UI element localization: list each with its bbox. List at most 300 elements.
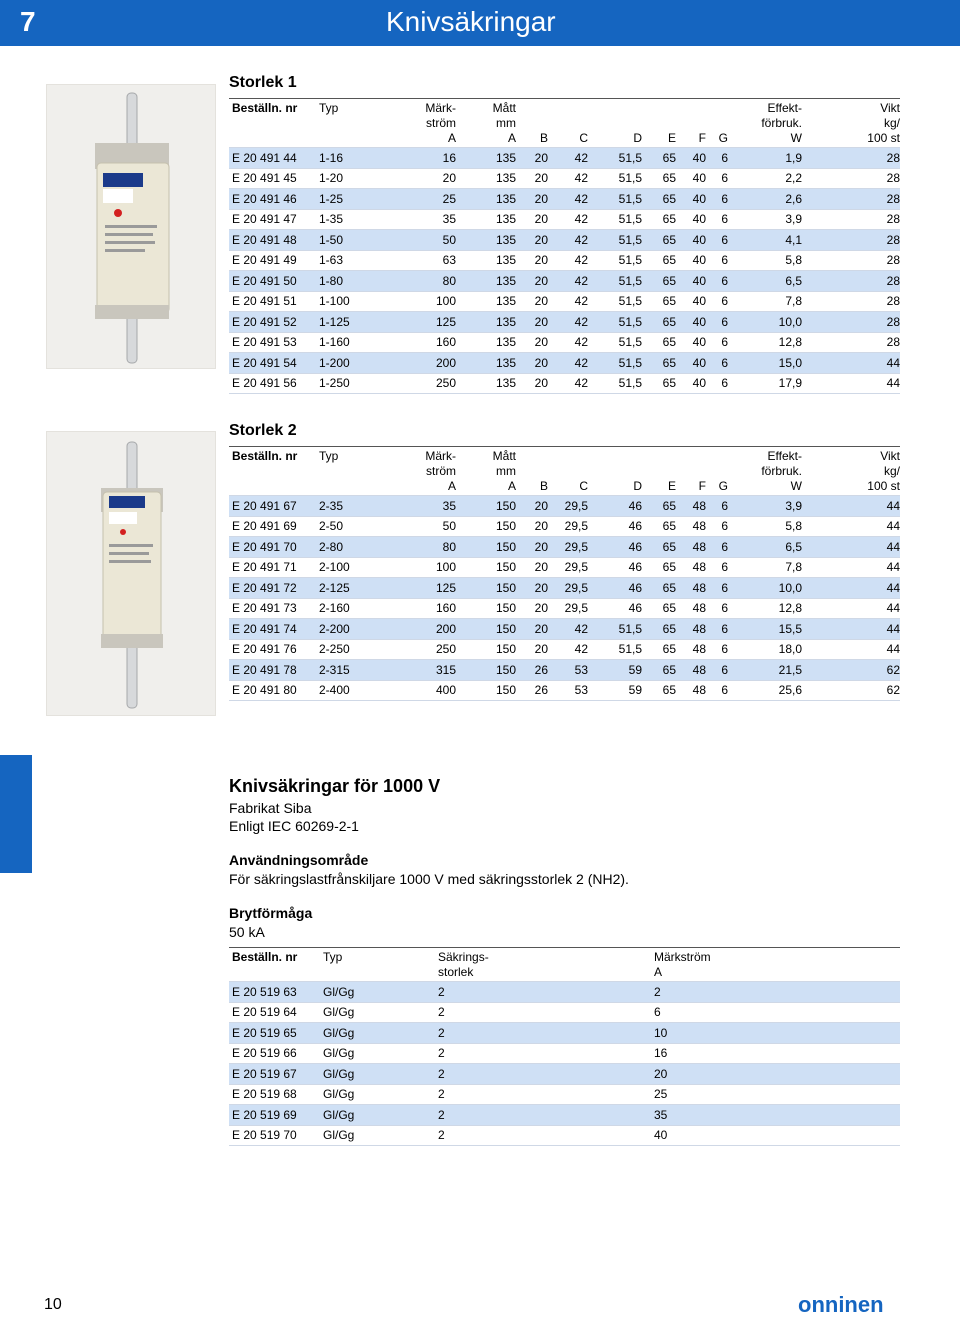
- table-row: [229, 148, 900, 169]
- table-cell: 51,5: [618, 212, 642, 227]
- section-title-1000v: Knivsäkringar för 1000 V: [229, 776, 441, 796]
- order-number-cell: E 20 491 74: [232, 621, 297, 636]
- table-cell: 29,5: [564, 560, 588, 575]
- table-cell: 6: [654, 1005, 661, 1020]
- table-cell: 65: [662, 335, 676, 350]
- table-cell: 6: [721, 376, 728, 391]
- table-cell: 80: [442, 539, 456, 554]
- table-cell: 51,5: [618, 191, 642, 206]
- table-cell: 35: [442, 498, 456, 513]
- table-cell: 135: [495, 253, 516, 268]
- table-cell: 65: [662, 498, 676, 513]
- kv1000-table: [229, 947, 900, 1146]
- table-cell: 65: [662, 376, 676, 391]
- table-cell: 65: [662, 662, 676, 677]
- col-header-B: B: [539, 131, 548, 145]
- table-row: [229, 1125, 900, 1146]
- table-cell: 42: [574, 376, 588, 391]
- order-number-cell: E 20 491 71: [232, 560, 297, 575]
- table-cell: 150: [495, 642, 516, 657]
- table-cell: Gl/Gg: [323, 1066, 355, 1081]
- table-cell: 6: [721, 621, 728, 636]
- table-row: [229, 189, 900, 210]
- fuse-size1-icon: [47, 85, 215, 368]
- col-header-D: D: [633, 131, 642, 145]
- table-cell: 20: [534, 191, 548, 206]
- table-cell: 20: [534, 642, 548, 657]
- table-cell: 28: [886, 191, 900, 206]
- table-cell: Gl/Gg: [323, 1046, 355, 1061]
- table-row: [229, 619, 900, 640]
- order-number-cell: E 20 519 68: [232, 1087, 297, 1102]
- table-cell: 6: [721, 314, 728, 329]
- order-number-cell: E 20 519 69: [232, 1107, 297, 1122]
- col-header-A: A: [507, 479, 516, 493]
- table-cell: 200: [435, 355, 456, 370]
- order-number-cell: E 20 491 73: [232, 601, 297, 616]
- table-cell: 42: [574, 335, 588, 350]
- table-cell: 3,9: [785, 212, 802, 227]
- table-cell: Gl/Gg: [323, 984, 355, 999]
- col-header-W: W: [790, 479, 802, 493]
- fuse-photo-size2: [46, 431, 216, 716]
- table-cell: 59: [628, 662, 642, 677]
- col-header-mark: Märk-: [394, 99, 456, 117]
- table-cell: 29,5: [564, 580, 588, 595]
- table-cell: 2,2: [785, 171, 802, 186]
- table-cell: 125: [435, 580, 456, 595]
- table-cell: 44: [886, 601, 900, 616]
- table-cell: 6: [721, 355, 728, 370]
- table-cell: 1-200: [319, 355, 350, 370]
- order-number-cell: E 20 491 47: [232, 212, 297, 227]
- table-cell: 42: [574, 621, 588, 636]
- table-cell: 29,5: [564, 498, 588, 513]
- table-row: [229, 537, 900, 558]
- table-row: [229, 271, 900, 292]
- table-cell: 65: [662, 683, 676, 698]
- table-cell: 40: [692, 294, 706, 309]
- table-cell: 46: [628, 519, 642, 534]
- col-header-vikt: Vikt: [802, 99, 900, 117]
- table-cell: 100: [435, 294, 456, 309]
- col-header-matt-2: mm: [496, 116, 516, 130]
- table-cell: 3,9: [785, 498, 802, 513]
- table-cell: 50: [442, 519, 456, 534]
- table-cell: 35: [654, 1107, 668, 1122]
- table-cell: 150: [495, 519, 516, 534]
- table-row: [229, 353, 900, 374]
- table-cell: 42: [574, 171, 588, 186]
- table-row: [229, 291, 900, 312]
- table-cell: Gl/Gg: [323, 1107, 355, 1122]
- table-cell: 1-20: [319, 171, 344, 186]
- table-cell: 150: [495, 580, 516, 595]
- table-cell: 42: [574, 253, 588, 268]
- table-cell: 46: [628, 560, 642, 575]
- table-cell: 6,5: [785, 539, 802, 554]
- table-cell: 20: [534, 519, 548, 534]
- order-number-cell: E 20 491 44: [232, 150, 297, 165]
- table-cell: Gl/Gg: [323, 1005, 355, 1020]
- table-cell: 6: [721, 150, 728, 165]
- table-cell: 20: [534, 621, 548, 636]
- table-row: [229, 578, 900, 599]
- table-cell: 48: [692, 519, 706, 534]
- table-cell: 2: [438, 1107, 445, 1122]
- table-row: [229, 557, 900, 578]
- table-cell: 6: [721, 662, 728, 677]
- breaking-capacity-heading: Brytförmåga: [229, 905, 313, 921]
- table-cell: 44: [886, 580, 900, 595]
- table-cell: 40: [692, 355, 706, 370]
- table-cell: 6: [721, 642, 728, 657]
- table-row: [229, 1084, 900, 1105]
- col-header-vikt-unit: 100 st: [867, 131, 900, 145]
- table-cell: 63: [442, 253, 456, 268]
- size2-table: [229, 446, 900, 701]
- table-cell: 51,5: [618, 355, 642, 370]
- onninen-logo: [798, 1294, 902, 1321]
- table-cell: 48: [692, 621, 706, 636]
- table-cell: 29,5: [564, 601, 588, 616]
- table-cell: 135: [495, 294, 516, 309]
- size1-table: [229, 98, 900, 394]
- table-row: [229, 1002, 900, 1023]
- table-cell: 1-160: [319, 335, 350, 350]
- col-header-nr: Beställn. nr: [229, 948, 323, 966]
- table-cell: 150: [495, 621, 516, 636]
- table-cell: 6: [721, 580, 728, 595]
- table-cell: 20: [534, 601, 548, 616]
- table-cell: 65: [662, 355, 676, 370]
- order-number-cell: E 20 491 53: [232, 335, 297, 350]
- table-cell: 40: [692, 376, 706, 391]
- table-cell: 65: [662, 519, 676, 534]
- order-number-cell: E 20 519 66: [232, 1046, 297, 1061]
- table-cell: 2: [438, 1066, 445, 1081]
- table-cell: 6: [721, 212, 728, 227]
- col-header-nr: Beställn. nr: [229, 99, 319, 117]
- table-cell: 65: [662, 560, 676, 575]
- table-cell: 7,8: [785, 560, 802, 575]
- table-cell: 6: [721, 335, 728, 350]
- standard-text: Enligt IEC 60269-2-1: [229, 818, 359, 834]
- table-cell: 28: [886, 335, 900, 350]
- table-cell: 42: [574, 642, 588, 657]
- table-cell: 65: [662, 212, 676, 227]
- table-cell: 65: [662, 273, 676, 288]
- table-cell: 48: [692, 539, 706, 554]
- col-header-effekt-2: förbruk.: [761, 464, 802, 478]
- table-cell: 7,8: [785, 294, 802, 309]
- col-header-storlek-2: storlek: [438, 965, 474, 979]
- col-header-mark-2: ström: [426, 116, 456, 130]
- table-cell: 28: [886, 294, 900, 309]
- table-cell: Gl/Gg: [323, 1087, 355, 1102]
- table-cell: 51,5: [618, 171, 642, 186]
- table-cell: 6: [721, 191, 728, 206]
- table-cell: 150: [495, 662, 516, 677]
- order-number-cell: E 20 491 69: [232, 519, 297, 534]
- table-cell: 40: [692, 191, 706, 206]
- col-header-vikt-2: kg/: [883, 464, 900, 478]
- col-header-A: A: [507, 131, 516, 145]
- table-cell: 40: [692, 314, 706, 329]
- table-cell: 2-100: [319, 560, 350, 575]
- table-cell: 51,5: [618, 294, 642, 309]
- table-cell: 65: [662, 601, 676, 616]
- table-row: [229, 230, 900, 251]
- table-cell: 1-80: [319, 273, 344, 288]
- table-cell: 46: [628, 539, 642, 554]
- table-cell: 29,5: [564, 519, 588, 534]
- table-cell: 20: [534, 355, 548, 370]
- col-header-vikt-unit: 100 st: [867, 479, 900, 493]
- order-number-cell: E 20 491 45: [232, 171, 297, 186]
- table-row: [229, 680, 900, 701]
- col-header-E: E: [667, 131, 676, 145]
- table-cell: 150: [495, 539, 516, 554]
- col-header-G: G: [718, 479, 728, 493]
- usage-heading: Användningsområde: [229, 852, 369, 868]
- table-cell: 1-50: [319, 232, 344, 247]
- table-cell: 135: [495, 150, 516, 165]
- table-cell: 6: [721, 253, 728, 268]
- table-cell: 40: [692, 150, 706, 165]
- section-title-size1: Storlek 1: [229, 74, 297, 91]
- table-cell: 40: [692, 335, 706, 350]
- table-cell: 28: [886, 150, 900, 165]
- svg-text:onninen: onninen: [798, 1294, 884, 1316]
- col-header-matt: Mått: [456, 447, 516, 465]
- table-cell: 35: [442, 212, 456, 227]
- table-cell: 62: [886, 683, 900, 698]
- table-cell: 20: [534, 560, 548, 575]
- col-header-F: F: [698, 131, 706, 145]
- onninen-logo-icon: [798, 1294, 902, 1316]
- col-header-F: F: [698, 479, 706, 493]
- table-cell: 200: [435, 621, 456, 636]
- table-cell: 65: [662, 539, 676, 554]
- table-cell: 100: [435, 560, 456, 575]
- table-cell: 20: [534, 539, 548, 554]
- table-cell: 6: [721, 683, 728, 698]
- table-cell: 135: [495, 273, 516, 288]
- table-cell: 28: [886, 253, 900, 268]
- table-cell: 65: [662, 232, 676, 247]
- table-row: [229, 660, 900, 681]
- table-cell: 53: [574, 683, 588, 698]
- col-header-matt-2: mm: [496, 464, 516, 478]
- table-cell: 51,5: [618, 232, 642, 247]
- table-row: [229, 373, 900, 394]
- table-cell: 1-35: [319, 212, 344, 227]
- table-cell: 51,5: [618, 335, 642, 350]
- table-cell: 40: [692, 273, 706, 288]
- table-cell: 40: [692, 212, 706, 227]
- table-cell: 20: [442, 171, 456, 186]
- table-cell: 20: [534, 376, 548, 391]
- order-number-cell: E 20 491 70: [232, 539, 297, 554]
- order-number-cell: E 20 491 72: [232, 580, 297, 595]
- col-header-effekt: Effekt-: [728, 99, 802, 117]
- table-cell: 2-315: [319, 662, 350, 677]
- table-cell: 20: [534, 314, 548, 329]
- table-cell: 51,5: [618, 376, 642, 391]
- table-cell: 400: [435, 683, 456, 698]
- table-cell: 44: [886, 355, 900, 370]
- table-cell: 1,9: [785, 150, 802, 165]
- col-header-C: C: [579, 479, 588, 493]
- table-cell: 6: [721, 232, 728, 247]
- table-cell: 2-80: [319, 539, 344, 554]
- section-title-size2: Storlek 2: [229, 422, 297, 439]
- col-header-typ: Typ: [319, 99, 394, 117]
- table-cell: 20: [534, 294, 548, 309]
- table-cell: 42: [574, 150, 588, 165]
- table-cell: 40: [692, 253, 706, 268]
- table-cell: 65: [662, 642, 676, 657]
- page-number: 10: [44, 1296, 62, 1313]
- table-cell: 2: [438, 1087, 445, 1102]
- table-cell: 25,6: [778, 683, 802, 698]
- table-cell: 135: [495, 171, 516, 186]
- table-cell: 135: [495, 355, 516, 370]
- col-header-mark-2: ström: [426, 464, 456, 478]
- section-marker-tab: [0, 755, 32, 873]
- table-cell: 20: [534, 212, 548, 227]
- table-cell: 51,5: [618, 621, 642, 636]
- table-cell: 2: [438, 1025, 445, 1040]
- table-cell: 28: [886, 171, 900, 186]
- table-cell: 42: [574, 314, 588, 329]
- col-header-mark: Märk-: [394, 447, 456, 465]
- table-cell: 21,5: [778, 662, 802, 677]
- table-cell: 6: [721, 171, 728, 186]
- table-cell: 46: [628, 580, 642, 595]
- table-cell: 1-16: [319, 150, 344, 165]
- table-cell: 51,5: [618, 642, 642, 657]
- chapter-number: 7: [20, 6, 36, 37]
- table-cell: 17,9: [778, 376, 802, 391]
- table-cell: 6: [721, 560, 728, 575]
- table-cell: 40: [654, 1128, 668, 1143]
- table-cell: 44: [886, 621, 900, 636]
- order-number-cell: E 20 491 56: [232, 376, 297, 391]
- table-cell: 2-50: [319, 519, 344, 534]
- table-cell: 135: [495, 212, 516, 227]
- order-number-cell: E 20 491 50: [232, 273, 297, 288]
- table-cell: 65: [662, 294, 676, 309]
- order-number-cell: E 20 491 48: [232, 232, 297, 247]
- table-cell: 15,0: [778, 355, 802, 370]
- table-cell: 65: [662, 621, 676, 636]
- breaking-capacity-value: 50 kA: [229, 924, 265, 940]
- usage-text: För säkringslastfrånskiljare 1000 V med säkringsstorlek 2 (NH2).: [229, 871, 629, 887]
- table-cell: 150: [495, 560, 516, 575]
- col-header-typ: Typ: [319, 447, 394, 465]
- table-cell: 65: [662, 171, 676, 186]
- table-cell: 150: [495, 498, 516, 513]
- table-cell: 26: [534, 662, 548, 677]
- order-number-cell: E 20 491 51: [232, 294, 297, 309]
- table-cell: Gl/Gg: [323, 1128, 355, 1143]
- table-cell: 29,5: [564, 539, 588, 554]
- table-cell: 5,8: [785, 253, 802, 268]
- order-number-cell: E 20 491 67: [232, 498, 297, 513]
- table-cell: 1-125: [319, 314, 350, 329]
- table-cell: 51,5: [618, 150, 642, 165]
- table-row: [229, 1064, 900, 1085]
- table-cell: 51,5: [618, 253, 642, 268]
- order-number-cell: E 20 519 63: [232, 984, 297, 999]
- table-cell: 42: [574, 273, 588, 288]
- table-row: [229, 496, 900, 517]
- table-row: [229, 332, 900, 353]
- order-number-cell: E 20 491 80: [232, 683, 297, 698]
- table-cell: 42: [574, 191, 588, 206]
- col-header-markstrom: Märkström: [654, 948, 900, 966]
- table-cell: 6: [721, 294, 728, 309]
- table-cell: 28: [886, 212, 900, 227]
- table-cell: 16: [654, 1046, 668, 1061]
- table-cell: 50: [442, 232, 456, 247]
- manufacturer-text: Fabrikat Siba: [229, 800, 312, 816]
- table-cell: 40: [692, 171, 706, 186]
- table-cell: 46: [628, 601, 642, 616]
- fuse-size2-icon: [47, 432, 215, 715]
- table-cell: 62: [886, 662, 900, 677]
- table-cell: 2-200: [319, 621, 350, 636]
- table-cell: 28: [886, 232, 900, 247]
- table-row: [229, 982, 900, 1003]
- table-cell: 20: [534, 273, 548, 288]
- table-cell: 2-35: [319, 498, 344, 513]
- table-cell: 4,1: [785, 232, 802, 247]
- table-cell: 44: [886, 498, 900, 513]
- table-row: [229, 312, 900, 333]
- table-cell: 6: [721, 519, 728, 534]
- order-number-cell: E 20 519 64: [232, 1005, 297, 1020]
- col-header-G: G: [718, 131, 728, 145]
- table-cell: 42: [574, 232, 588, 247]
- col-header-E: E: [667, 479, 676, 493]
- fuse-photo-size1: [46, 84, 216, 369]
- table-cell: 125: [435, 314, 456, 329]
- table-cell: 150: [495, 683, 516, 698]
- table-cell: 250: [435, 376, 456, 391]
- order-number-cell: E 20 491 76: [232, 642, 297, 657]
- col-header-nr: Beställn. nr: [229, 447, 319, 465]
- table-cell: 1-25: [319, 191, 344, 206]
- table-cell: 2: [438, 1128, 445, 1143]
- table-cell: 2: [438, 1046, 445, 1061]
- order-number-cell: E 20 491 49: [232, 253, 297, 268]
- table-cell: 10: [654, 1025, 668, 1040]
- table-cell: 2-250: [319, 642, 350, 657]
- table-row: [229, 1023, 900, 1044]
- col-header-typ: Typ: [323, 948, 438, 966]
- table-cell: 42: [574, 294, 588, 309]
- col-header-effekt: Effekt-: [728, 447, 802, 465]
- table-row: [229, 250, 900, 271]
- table-cell: 160: [435, 335, 456, 350]
- order-number-cell: E 20 491 52: [232, 314, 297, 329]
- table-cell: 46: [628, 498, 642, 513]
- table-cell: 160: [435, 601, 456, 616]
- table-cell: 44: [886, 642, 900, 657]
